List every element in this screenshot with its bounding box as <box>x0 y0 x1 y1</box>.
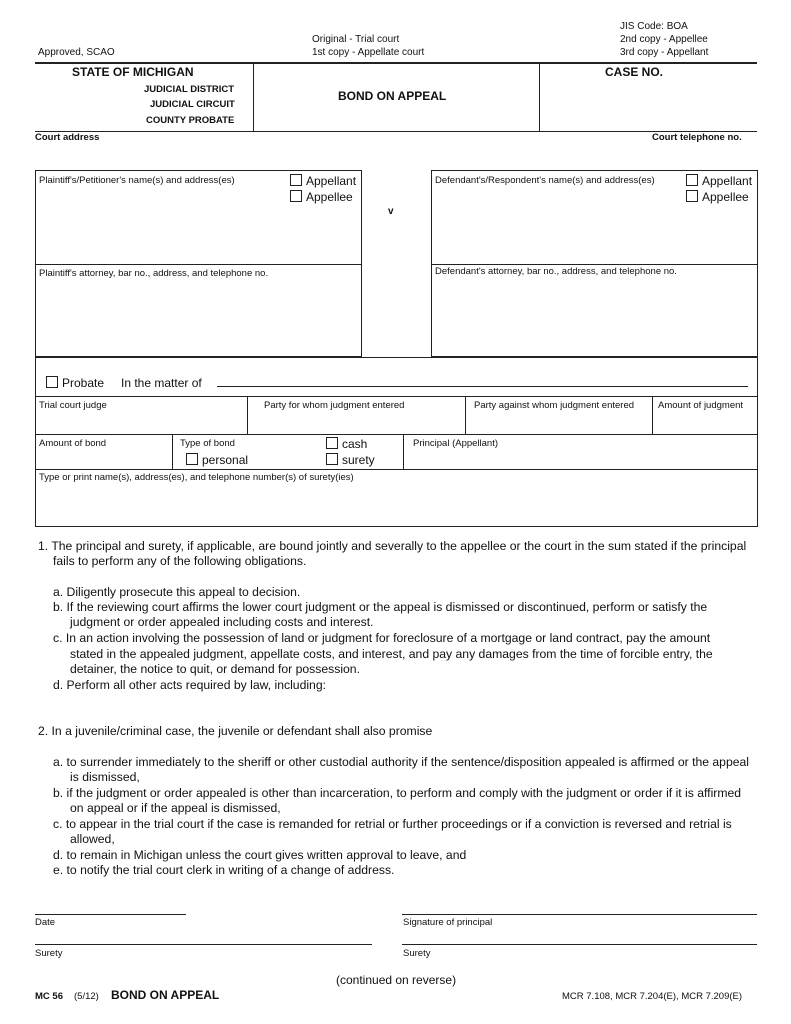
defendant-label: Defendant's/Respondent's name(s) and address(es) <box>435 175 655 186</box>
probate-option[interactable]: Probate <box>46 376 104 390</box>
caption-divider-2 <box>539 63 540 131</box>
item-a: a. Diligently prosecute this appeal to decision. <box>53 585 301 599</box>
court-address-label: Court address <box>35 132 100 143</box>
grid-bottom-rule <box>35 526 758 527</box>
form-number: MC 56 <box>35 991 63 1002</box>
juv-b-line2: on appeal or if the appeal is dismissed, <box>70 801 281 815</box>
caption-divider-1 <box>253 63 254 131</box>
row2-top-rule <box>35 434 758 435</box>
matter-input-line[interactable] <box>217 386 748 387</box>
plaintiff-divider <box>35 264 362 265</box>
party-against-label: Party against whom judgment entered <box>474 400 635 411</box>
row1-divider-3 <box>652 396 653 434</box>
grid-left-edge <box>35 357 36 527</box>
form-title: BOND ON APPEAL <box>338 89 447 103</box>
date-line[interactable] <box>35 914 186 915</box>
form-revision: (5/12) <box>74 991 99 1002</box>
amount-bond-label: Amount of bond <box>39 438 107 449</box>
jis-code: JIS Code: BOA <box>620 21 688 32</box>
caption-top-rule <box>35 62 757 64</box>
court-rules: MCR 7.108, MCR 7.204(E), MCR 7.209(E) <box>562 991 743 1002</box>
approval-note: Approved, SCAO <box>38 47 115 58</box>
row1-top-rule <box>35 396 758 397</box>
item-c-line3: detainer, the notice to quit, or demand for possession. <box>70 662 360 676</box>
principal-signature-label: Signature of principal <box>403 917 493 928</box>
juv-e: e. to notify the trial court clerk in writing of a change of address. <box>53 863 395 877</box>
grid-right-edge <box>757 357 758 527</box>
state-heading: STATE OF MICHIGAN <box>72 65 194 79</box>
copy-original: Original - Trial court <box>312 34 400 45</box>
item-c-line1: c. In an action involving the possession of land or judgment for foreclosure of a mortgage or land contract, pay the amount <box>53 631 711 645</box>
plaintiff-label: Plaintiff's/Petitioner's name(s) and address(es) <box>39 175 235 186</box>
caption-bottom-rule <box>35 131 757 132</box>
item-d: d. Perform all other acts required by law, including: <box>53 678 326 692</box>
principal-label: Principal (Appellant) <box>413 438 499 449</box>
surety-left-line[interactable] <box>35 944 372 945</box>
court-phone-label: Court telephone no. <box>652 132 742 143</box>
juv-a-line1: a. to surrender immediately to the sheriff or other custodial authority if the sentence/disposition appealed is affirmed or the appeal <box>53 755 749 769</box>
personal-option[interactable]: personal <box>186 453 248 467</box>
personal-checkbox[interactable] <box>186 453 198 465</box>
copy-third: 3rd copy - Appellant <box>620 47 709 58</box>
juv-c-line1: c. to appear in the trial court if the case is remanded for retrial or further proceedings or if a conviction is reversed and retrial is <box>53 817 732 831</box>
county-probate: COUNTY PROBATE <box>146 115 235 126</box>
surety-left-label: Surety <box>35 948 63 959</box>
juv-d: d. to remain in Michigan unless the court gives written approval to leave, and <box>53 848 467 862</box>
type-bond-label: Type of bond <box>180 438 235 449</box>
para1-line2: fails to perform any of the following obligations. <box>53 554 307 568</box>
defendant-appellee-option[interactable]: Appellee <box>686 190 749 204</box>
juv-a-line2: is dismissed, <box>70 770 140 784</box>
copy-first: 1st copy - Appellate court <box>312 47 425 58</box>
row2-divider-2 <box>403 434 404 469</box>
surety-right-line[interactable] <box>402 944 757 945</box>
surety-right-label: Surety <box>403 948 431 959</box>
amount-judgment-label: Amount of judgment <box>658 400 744 411</box>
item-b-line1: b. If the reviewing court affirms the lower court judgment or the appeal is dismissed or discontinued, perform or satisfy the <box>53 600 708 614</box>
plaintiff-appellee-option[interactable]: Appellee <box>290 190 353 204</box>
defendant-divider <box>431 264 758 265</box>
surety-names-label: Type or print name(s), address(es), and telephone number(s) of surety(ies) <box>39 472 354 483</box>
continued-note: (continued on reverse) <box>336 973 457 987</box>
matter-label: In the matter of <box>121 376 202 390</box>
row1-divider-1 <box>247 396 248 434</box>
row1-divider-2 <box>465 396 466 434</box>
juv-c-line2: allowed, <box>70 832 115 846</box>
copy-second: 2nd copy - Appellee <box>620 34 708 45</box>
footer-title: BOND ON APPEAL <box>111 988 220 1002</box>
judicial-district: JUDICIAL DISTRICT <box>144 84 235 95</box>
para2: 2. In a juvenile/criminal case, the juvenile or defendant shall also promise <box>38 724 433 738</box>
judicial-circuit: JUDICIAL CIRCUIT <box>150 99 235 110</box>
grid-top-rule <box>35 357 758 358</box>
plaintiff-appellee-checkbox[interactable] <box>290 190 302 202</box>
cash-checkbox[interactable] <box>326 437 338 449</box>
case-no-label: CASE NO. <box>605 65 664 79</box>
defendant-attorney-label: Defendant's attorney, bar no., address, and telephone no. <box>435 266 677 277</box>
juv-b-line1: b. if the judgment or order appealed is other than incarceration, to perform and comply with the judgment or order if it is affirmed <box>53 786 742 800</box>
plaintiff-appellant-option[interactable]: Appellant <box>290 174 356 188</box>
row3-top-rule <box>35 469 758 470</box>
surety-option[interactable]: surety <box>326 453 375 467</box>
item-b-line2: judgment or order appealed including costs and interest. <box>70 615 374 629</box>
para1-line1: 1. The principal and surety, if applicable, are bound jointly and severally to the appellee or the court in the sum stated if the principal <box>38 539 747 553</box>
cash-option[interactable]: cash <box>326 437 367 451</box>
row2-divider-1 <box>172 434 173 469</box>
plaintiff-attorney-label: Plaintiff's attorney, bar no., address, and telephone no. <box>39 268 269 279</box>
trial-judge-label: Trial court judge <box>39 400 107 411</box>
surety-checkbox[interactable] <box>326 453 338 465</box>
probate-checkbox[interactable] <box>46 376 58 388</box>
principal-signature-line[interactable] <box>402 914 757 915</box>
defendant-appellee-checkbox[interactable] <box>686 190 698 202</box>
party-for-label: Party for whom judgment entered <box>264 400 405 411</box>
plaintiff-appellant-checkbox[interactable] <box>290 174 302 186</box>
versus-label: v <box>388 206 394 217</box>
date-label: Date <box>35 917 56 928</box>
defendant-appellant-checkbox[interactable] <box>686 174 698 186</box>
defendant-appellant-option[interactable]: Appellant <box>686 174 752 188</box>
item-c-line2: stated in the appealed judgment, appellate costs, and interest, and pay any damages from the time of forcible entry, the <box>70 647 713 661</box>
